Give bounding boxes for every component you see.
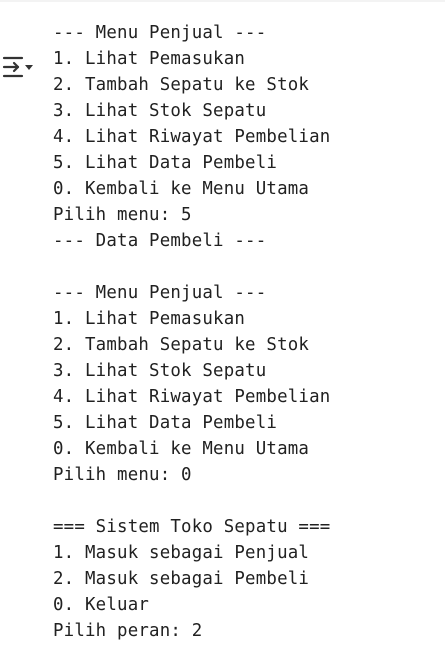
output-line: 1. Masuk sebagai Penjual	[53, 543, 310, 563]
output-line: Pilih menu: 0	[53, 465, 192, 485]
output-line	[53, 488, 443, 514]
output-line: 4. Lihat Riwayat Pembelian	[53, 387, 331, 407]
output-line: 5. Lihat Data Pembeli	[53, 413, 278, 433]
output-line: 2. Masuk sebagai Pembeli	[53, 569, 310, 589]
console-output	[53, 20, 443, 644]
output-line: 1. Lihat Pemasukan	[53, 49, 246, 69]
output-top-border	[0, 0, 445, 2]
output-line: 4. Lihat Riwayat Pembelian	[53, 127, 331, 147]
output-line: Pilih peran: 2	[53, 621, 203, 641]
output-line: --- Data Pembeli ---	[53, 231, 267, 251]
output-line: --- Menu Penjual ---	[53, 283, 267, 303]
output-line: Pilih menu: 5	[53, 205, 192, 225]
output-line: 3. Lihat Stok Sepatu	[53, 101, 267, 121]
output-line: --- Menu Penjual ---	[53, 23, 267, 43]
output-line: 5. Lihat Data Pembeli	[53, 153, 278, 173]
output-line: 0. Keluar	[53, 595, 150, 615]
output-line: 0. Kembali ke Menu Utama	[53, 439, 310, 459]
output-line: 1. Lihat Pemasukan	[53, 309, 246, 329]
output-line	[53, 254, 443, 280]
output-line: === Sistem Toko Sepatu ===	[53, 517, 331, 537]
output-line: 3. Lihat Stok Sepatu	[53, 361, 267, 381]
output-line: 2. Tambah Sepatu ke Stok	[53, 75, 310, 95]
output-line: 0. Kembali ke Menu Utama	[53, 179, 310, 199]
output-toggle-icon[interactable]	[1, 54, 35, 82]
output-line: 2. Tambah Sepatu ke Stok	[53, 335, 310, 355]
